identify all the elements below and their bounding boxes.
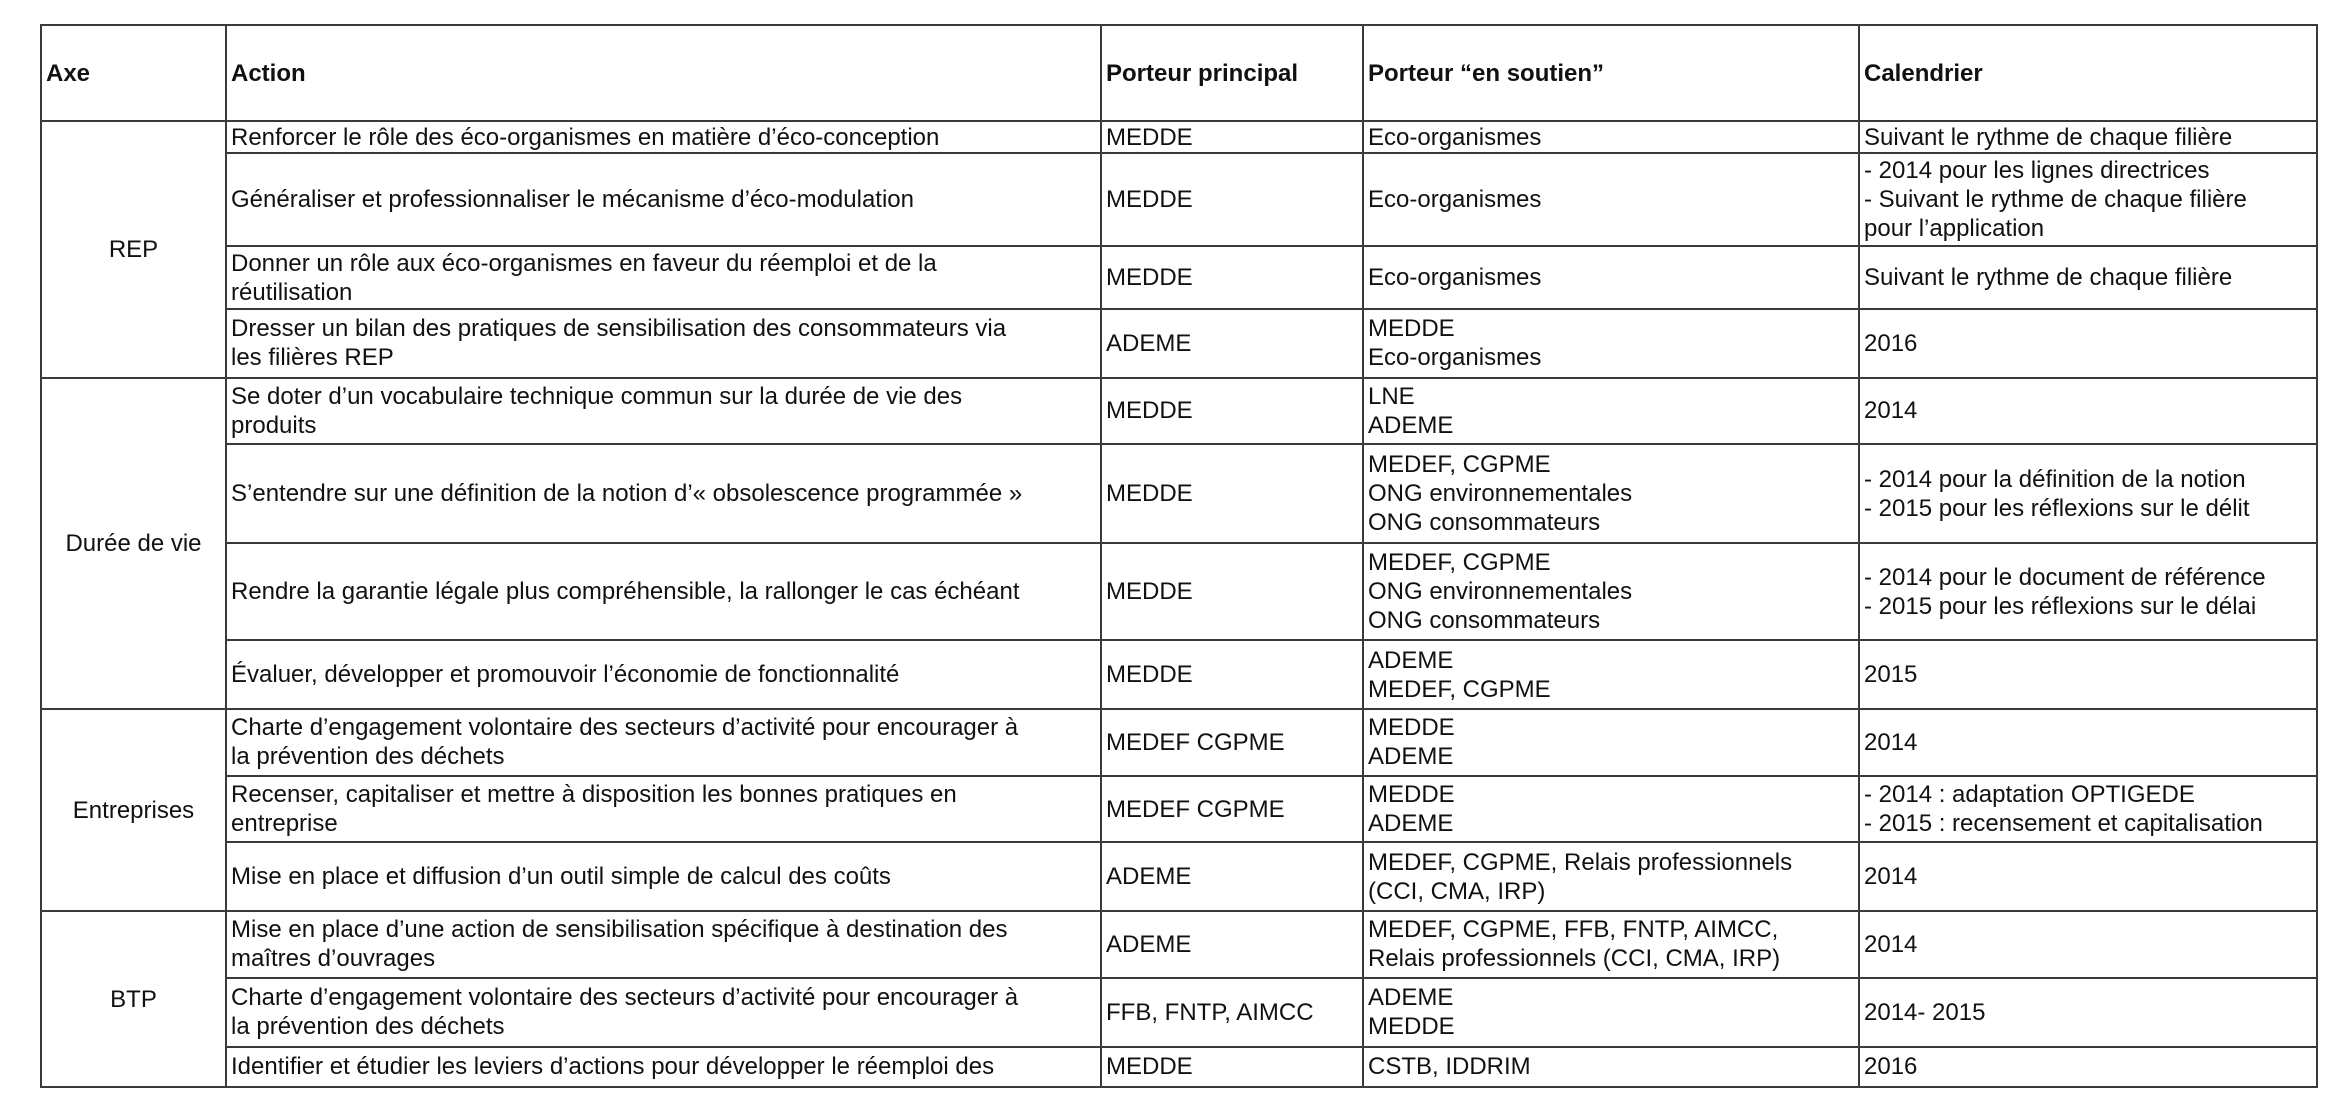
header-row (41, 25, 2317, 121)
porteur-principal-cell (1101, 153, 1363, 246)
porteur-principal-cell-line: MEDDE (1106, 661, 1193, 689)
action-cell-line: entreprise (231, 810, 338, 838)
porteur-principal-cell-line: MEDDE (1106, 578, 1193, 606)
action-cell-line: Mise en place d’une action de sensibilisation spécifique à destination des (231, 916, 1008, 944)
action-cell-line: Rendre la garantie légale plus compréhensible, la rallonger le cas échéant (231, 578, 1020, 606)
action-cell-line: Évaluer, développer et promouvoir l’économie de fonctionnalité (231, 661, 900, 689)
porteur-soutien-cell-line: MEDDE (1368, 781, 1455, 809)
axe-cell: REP (41, 121, 226, 378)
action-cell (226, 640, 1101, 709)
porteur-principal-cell (1101, 842, 1363, 911)
table-row (41, 1047, 2317, 1088)
porteur-principal-cell (1101, 709, 1363, 776)
calendrier-cell (1859, 709, 2317, 776)
action-cell (226, 153, 1101, 246)
header-porteur-principal: Porteur principal (1101, 25, 1363, 121)
calendrier-cell (1859, 842, 2317, 911)
porteur-soutien-cell (1363, 776, 1859, 843)
action-cell-line: Renforcer le rôle des éco-organismes en matière d’éco-conception (231, 123, 940, 151)
calendrier-cell-line: Suivant le rythme de chaque filière (1864, 123, 2233, 151)
porteur-soutien-cell (1363, 1047, 1859, 1088)
action-cell-line: Généraliser et professionnaliser le mécanisme d’éco-modulation (231, 186, 915, 214)
calendrier-cell (1859, 444, 2317, 543)
porteur-principal-cell-line: MEDEF CGPME (1106, 728, 1285, 756)
porteur-principal-cell (1101, 911, 1363, 978)
porteur-soutien-cell-line: CSTB, IDDRIM (1368, 1053, 1531, 1081)
porteur-principal-cell (1101, 1047, 1363, 1088)
table-body (41, 121, 2317, 1087)
porteur-soutien-cell (1363, 543, 1859, 640)
porteur-principal-cell-line: MEDDE (1106, 1053, 1193, 1081)
table-row (41, 543, 2317, 640)
action-cell-line: Dresser un bilan des pratiques de sensibilisation des consommateurs via (231, 315, 1007, 343)
porteur-principal-cell (1101, 776, 1363, 843)
calendrier-cell (1859, 911, 2317, 978)
table-row (41, 153, 2317, 246)
action-cell-line: Se doter d’un vocabulaire technique commun sur la durée de vie des (231, 382, 963, 410)
calendrier-cell (1859, 978, 2317, 1047)
table-row (41, 121, 2317, 153)
header-axe: Axe (41, 25, 226, 121)
porteur-soutien-cell-line: ADEME (1368, 984, 1454, 1012)
porteur-soutien-cell-line: Eco-organismes (1368, 186, 1542, 214)
porteur-soutien-cell-line: ONG consommateurs (1368, 607, 1601, 635)
action-cell (226, 1047, 1101, 1088)
action-cell-line: Recenser, capitaliser et mettre à disposition les bonnes pratiques en (231, 781, 957, 809)
action-cell-line: Charte d’engagement volontaire des secteurs d’activité pour encourager à (231, 714, 1019, 742)
calendrier-cell-line: - 2015 pour les réflexions sur le délit (1864, 494, 2250, 522)
porteur-principal-cell (1101, 978, 1363, 1047)
porteur-principal-cell (1101, 640, 1363, 709)
porteur-principal-cell-line: FFB, FNTP, AIMCC (1106, 998, 1314, 1026)
header-porteur-soutien: Porteur “en soutien” (1363, 25, 1859, 121)
porteur-soutien-cell-line: MEDEF, CGPME (1368, 549, 1551, 577)
porteur-principal-cell (1101, 121, 1363, 153)
calendrier-cell-line: - 2015 : recensement et capitalisation (1864, 810, 2263, 838)
table-row (41, 978, 2317, 1047)
calendrier-cell (1859, 378, 2317, 445)
table-row (41, 640, 2317, 709)
calendrier-cell (1859, 543, 2317, 640)
porteur-soutien-cell (1363, 444, 1859, 543)
calendrier-cell-line: 2014- 2015 (1864, 998, 1986, 1026)
porteur-soutien-cell-line: ADEME (1368, 810, 1454, 838)
action-cell (226, 378, 1101, 445)
axe-cell: BTP (41, 911, 226, 1087)
porteur-soutien-cell-line: LNE (1368, 382, 1415, 410)
action-cell-line: Identifier et étudier les leviers d’actions pour développer le réemploi des (231, 1053, 995, 1081)
calendrier-cell-line: 2015 (1864, 661, 1918, 689)
calendrier-cell-line: 2016 (1864, 329, 1918, 357)
porteur-soutien-cell (1363, 121, 1859, 153)
porteur-soutien-cell-line: ONG consommateurs (1368, 509, 1601, 537)
action-cell (226, 842, 1101, 911)
porteur-soutien-cell (1363, 911, 1859, 978)
action-plan-table (40, 24, 2318, 1088)
action-cell (226, 543, 1101, 640)
calendrier-cell-line: 2014 (1864, 728, 1918, 756)
porteur-principal-cell-line: MEDDE (1106, 480, 1193, 508)
porteur-soutien-cell-line: Eco-organismes (1368, 264, 1542, 292)
porteur-soutien-cell (1363, 246, 1859, 309)
porteur-soutien-cell-line: MEDEF, CGPME, Relais professionnels (1368, 848, 1793, 876)
porteur-soutien-cell (1363, 153, 1859, 246)
calendrier-cell-line: - Suivant le rythme de chaque filière (1864, 186, 2247, 214)
porteur-soutien-cell-line: MEDDE (1368, 714, 1455, 742)
action-cell (226, 978, 1101, 1047)
porteur-soutien-cell-line: MEDEF, CGPME (1368, 675, 1551, 703)
porteur-soutien-cell (1363, 309, 1859, 378)
action-cell-line: la prévention des déchets (231, 743, 505, 771)
porteur-soutien-cell-line: MEDEF, CGPME (1368, 451, 1551, 479)
porteur-soutien-cell (1363, 709, 1859, 776)
table-row (41, 246, 2317, 309)
calendrier-cell (1859, 121, 2317, 153)
calendrier-cell-line: pour l’application (1864, 215, 2045, 243)
table-row (41, 378, 2317, 445)
calendrier-cell-line: 2016 (1864, 1053, 1918, 1081)
action-cell-line: Donner un rôle aux éco-organismes en faveur du réemploi et de la (231, 249, 937, 277)
porteur-soutien-cell-line: Eco-organismes (1368, 123, 1542, 151)
porteur-soutien-cell (1363, 640, 1859, 709)
action-cell (226, 246, 1101, 309)
porteur-soutien-cell-line: ADEME (1368, 411, 1454, 439)
calendrier-cell-line: - 2014 pour la définition de la notion (1864, 465, 2246, 493)
calendrier-cell-line: 2014 (1864, 930, 1918, 958)
porteur-principal-cell-line: ADEME (1106, 329, 1192, 357)
porteur-soutien-cell-line: Relais professionnels (CCI, CMA, IRP) (1368, 945, 1781, 973)
porteur-principal-cell (1101, 378, 1363, 445)
axe-cell: Entreprises (41, 709, 226, 911)
porteur-soutien-cell-line: Eco-organismes (1368, 344, 1542, 372)
porteur-principal-cell (1101, 444, 1363, 543)
calendrier-cell-line: 2014 (1864, 397, 1918, 425)
action-cell (226, 911, 1101, 978)
porteur-soutien-cell-line: MEDDE (1368, 1013, 1455, 1041)
calendrier-cell (1859, 153, 2317, 246)
porteur-principal-cell-line: MEDDE (1106, 123, 1193, 151)
action-cell (226, 121, 1101, 153)
table-row (41, 444, 2317, 543)
porteur-principal-cell-line: MEDDE (1106, 186, 1193, 214)
header-action: Action (226, 25, 1101, 121)
porteur-soutien-cell (1363, 978, 1859, 1047)
calendrier-cell (1859, 776, 2317, 843)
porteur-soutien-cell-line: ONG environnementales (1368, 578, 1633, 606)
action-cell-line: maîtres d’ouvrages (231, 945, 436, 973)
calendrier-cell-line: 2014 (1864, 863, 1918, 891)
table-row (41, 709, 2317, 776)
action-cell-line: les filières REP (231, 344, 394, 372)
action-cell (226, 776, 1101, 843)
action-cell-line: Charte d’engagement volontaire des secteurs d’activité pour encourager à (231, 984, 1019, 1012)
porteur-soutien-cell-line: (CCI, CMA, IRP) (1368, 877, 1546, 905)
calendrier-cell (1859, 309, 2317, 378)
porteur-soutien-cell-line: ONG environnementales (1368, 480, 1633, 508)
porteur-principal-cell (1101, 309, 1363, 378)
calendrier-cell-line: Suivant le rythme de chaque filière (1864, 264, 2233, 292)
table-row (41, 911, 2317, 978)
calendrier-cell-line: - 2015 pour les réflexions sur le délai (1864, 592, 2257, 620)
porteur-principal-cell (1101, 543, 1363, 640)
action-cell (226, 444, 1101, 543)
header-calendrier: Calendrier (1859, 25, 2317, 121)
action-cell-line: produits (231, 411, 317, 439)
axe-cell: Durée de vie (41, 378, 226, 709)
calendrier-cell-line: - 2014 pour les lignes directrices (1864, 157, 2210, 185)
porteur-soutien-cell-line: MEDEF, CGPME, FFB, FNTP, AIMCC, (1368, 916, 1779, 944)
calendrier-cell-line: - 2014 pour le document de référence (1864, 563, 2266, 591)
action-cell (226, 709, 1101, 776)
porteur-principal-cell-line: MEDDE (1106, 264, 1193, 292)
action-cell-line: la prévention des déchets (231, 1013, 505, 1041)
calendrier-cell (1859, 246, 2317, 309)
porteur-soutien-cell (1363, 378, 1859, 445)
porteur-soutien-cell-line: ADEME (1368, 646, 1454, 674)
porteur-principal-cell-line: ADEME (1106, 863, 1192, 891)
calendrier-cell (1859, 1047, 2317, 1088)
table-row (41, 309, 2317, 378)
action-cell-line: S’entendre sur une définition de la notion d’« obsolescence programmée » (231, 480, 1023, 508)
porteur-soutien-cell-line: ADEME (1368, 743, 1454, 771)
action-cell (226, 309, 1101, 378)
calendrier-cell (1859, 640, 2317, 709)
table-row (41, 776, 2317, 843)
porteur-principal-cell-line: MEDEF CGPME (1106, 795, 1285, 823)
action-cell-line: Mise en place et diffusion d’un outil simple de calcul des coûts (231, 863, 891, 891)
action-cell-line: réutilisation (231, 278, 353, 306)
calendrier-cell-line: - 2014 : adaptation OPTIGEDE (1864, 781, 2195, 809)
table-row (41, 842, 2317, 911)
porteur-principal-cell (1101, 246, 1363, 309)
porteur-principal-cell-line: ADEME (1106, 930, 1192, 958)
porteur-soutien-cell (1363, 842, 1859, 911)
porteur-soutien-cell-line: MEDDE (1368, 315, 1455, 343)
porteur-principal-cell-line: MEDDE (1106, 397, 1193, 425)
